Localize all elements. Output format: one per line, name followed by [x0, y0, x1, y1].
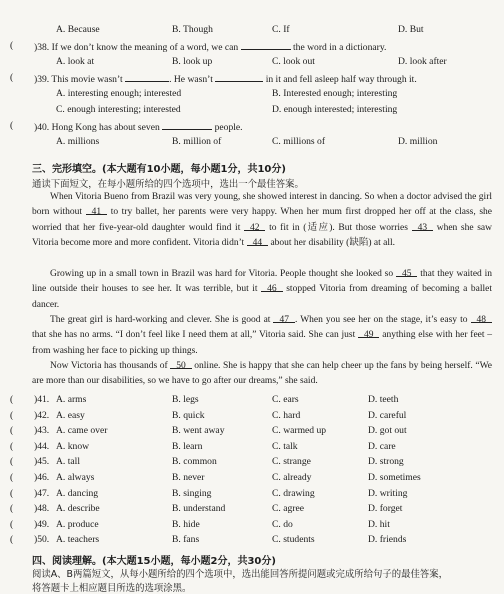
q38-option-c: C. look out [272, 56, 315, 67]
cloze-option-row [0, 472, 504, 488]
option-a: A. came over [56, 425, 108, 437]
cloze-option-row [0, 488, 504, 504]
option-c: C. do [272, 518, 293, 530]
option-d: D. strong [368, 456, 404, 468]
option-b: B. learn [172, 440, 203, 452]
answer-paren: ( [10, 456, 14, 468]
q39-stem: )39. This movie wasn’t . He wasn’t in it and fell asleep half way through it. [34, 74, 417, 85]
question-number: )45. [34, 456, 50, 468]
option-b: B. understand [172, 503, 226, 515]
q38-option-b: B. look up [172, 56, 213, 67]
option-d: D. writing [368, 487, 408, 499]
answer-paren: ( [10, 40, 14, 51]
q40-stem: )40. Hong Kong has about seven people. [34, 122, 243, 133]
answer-paren: ( [10, 72, 14, 83]
option-d: D. care [368, 440, 396, 452]
option-a: A. describe [56, 503, 100, 515]
q40-option-a: A. millions [56, 136, 100, 147]
q39-option-d: D. enough interested; interesting [272, 104, 398, 115]
question-number: )49. [34, 518, 50, 530]
option-b: B. went away [172, 425, 225, 437]
blank [125, 72, 169, 82]
option-b: B. quick [172, 409, 205, 421]
passage-paragraph-3: The great girl is hard-working and clever. She is good at 47 . When you see her on the stage, it’s easy to 48 that she has no arms. “I don’t feel like I need them at all,” Vitoria said. She can just 49 anything else with her feet – from washing her face to picking up things. [32, 315, 493, 356]
question-number: )42. [34, 409, 50, 421]
cloze-option-row [0, 441, 504, 457]
option-a: A. tall [56, 456, 80, 468]
option-c: C. talk [272, 440, 298, 452]
q40-option-d: D. million [398, 136, 438, 147]
cloze-blank: 46 [261, 282, 283, 292]
passage-paragraph-2: Growing up in a small town in Brazil was hard for Vitoria. People thought she looked so 45 that they waited in line outside their houses to see her. It was terrible, but it 46 stopped Vitoria from dreaming of becoming a ballet dancer. [32, 269, 493, 310]
option-c: C. strange [272, 456, 311, 468]
q40-option-b: B. million of [172, 136, 222, 147]
blank [215, 72, 263, 82]
q39-option-c: C. enough interesting; interested [56, 104, 181, 115]
option-b: B. hide [172, 518, 200, 530]
option-d: D. friends [368, 534, 407, 546]
passage-paragraph-1: When Vitoria Bueno from Brazil was very young, she showed interest in dancing. So when a doctor advised the girl born without 41 to try ballet, her parents were very happy. When her mum first dropped her off at the class, she worried that her five-year-old daughter would find it 42 to fit in (适应). But those worries 43 when she saw Vitoria become more and more confident. Vitoria didn’t 44 about her disability (缺陷) at all. [32, 192, 493, 248]
section3-instruction: 通读下面短文，在每小题所给的四个选项中，选出一个最佳答案。 [32, 179, 304, 190]
section4-instruction-line1: 阅读A、B两篇短文，从每小题所给的四个选项中，选出能回答所提问题或完成所给句子的最佳答案， [32, 569, 448, 580]
blank [162, 120, 212, 130]
option-d: D. careful [368, 409, 407, 421]
cloze-blank: 49 [358, 328, 380, 338]
cloze-option-row [0, 394, 504, 410]
answer-paren: ( [10, 518, 14, 530]
option-a: A. arms [56, 394, 87, 405]
question-number: )44. [34, 440, 50, 452]
answer-paren: ( [10, 472, 14, 483]
cloze-option-row [0, 534, 504, 550]
question-number: )46. [34, 472, 50, 483]
cloze-blank: 50 [170, 359, 192, 369]
option-a: A. know [56, 440, 90, 452]
option-c: C. already [272, 472, 312, 483]
q39-option-a: A. interesting enough; interested [56, 88, 182, 99]
option-a: A. always [56, 472, 95, 483]
cloze-option-row [0, 519, 504, 535]
option-d: D. teeth [368, 394, 399, 405]
option-c: C. ears [272, 394, 299, 405]
cloze-blank: 48 [471, 313, 493, 323]
q40-option-c: C. millions of [272, 136, 326, 147]
cloze-option-row [0, 503, 504, 519]
q38-option-a: A. look at [56, 56, 95, 67]
option-c: C. agree [272, 503, 304, 515]
answer-paren: ( [10, 425, 14, 437]
answer-paren: ( [10, 394, 14, 405]
option-b: B. common [172, 456, 217, 468]
cloze-option-row [0, 456, 504, 472]
option-c: C. drawing [272, 487, 315, 499]
option-c: C. students [272, 534, 315, 546]
section3-title: 三、完形填空。(本大题有10小题，每小题1分，共10分) [32, 164, 286, 175]
option-b: B. singing [172, 487, 212, 499]
option-b: B. fans [172, 534, 200, 546]
option-a: A. produce [56, 518, 99, 530]
question-number: )48. [34, 503, 50, 515]
option-d: D. forget [368, 503, 403, 515]
answer-paren: ( [10, 503, 14, 515]
cloze-blank: 41 [86, 205, 108, 215]
q39-option-b: B. Interested enough; interesting [272, 88, 398, 99]
cloze-blank: 42 [244, 221, 266, 231]
q38-stem: )38. If we don’t know the meaning of a word, we can the word in a dictionary. [34, 42, 387, 53]
option-a: A. dancing [56, 487, 99, 499]
answer-paren: ( [10, 534, 14, 546]
cloze-blank: 47 [273, 313, 295, 323]
q38-option-d: D. look after [398, 56, 447, 67]
question-number: )47. [34, 487, 50, 499]
option-b: B. legs [172, 394, 199, 405]
question-number: )50. [34, 534, 50, 546]
question-number: )43. [34, 425, 50, 437]
q37-option-d: D. But [398, 24, 424, 35]
answer-paren: ( [10, 440, 14, 452]
option-d: D. got out [368, 425, 407, 437]
option-d: D. hit [368, 518, 390, 530]
q37-option-a: A. Because [56, 24, 100, 35]
cloze-blank: 45 [396, 267, 418, 277]
answer-paren: ( [10, 409, 14, 421]
q37-option-c: C. If [272, 24, 290, 35]
cloze-option-row [0, 410, 504, 426]
cloze-blank: 43 [412, 221, 434, 231]
option-a: A. teachers [56, 534, 100, 546]
cloze-blank: 44 [247, 236, 269, 246]
option-b: B. never [172, 472, 205, 483]
option-a: A. easy [56, 409, 85, 421]
q37-option-b: B. Though [172, 24, 213, 35]
blank [241, 40, 291, 50]
answer-paren: ( [10, 487, 14, 499]
section4-title: 四、阅读理解。(本大题15小题，每小题2分，共30分) [32, 556, 276, 567]
option-c: C. hard [272, 409, 301, 421]
section4-instruction-line2: 将答题卡上相应题目所选的选项涂黑。 [32, 583, 192, 594]
answer-paren: ( [10, 120, 14, 131]
option-d: D. sometimes [368, 472, 421, 483]
passage-paragraph-4: Now Victoria has thousands of 50 online. She is happy that she can help cheer up the fans by being herself. “We are more than our disabilities, so we have to go after our dreams,” she said. [32, 361, 493, 387]
cloze-option-row [0, 425, 504, 441]
option-c: C. warmed up [272, 425, 327, 437]
question-number: )41. [34, 394, 50, 405]
